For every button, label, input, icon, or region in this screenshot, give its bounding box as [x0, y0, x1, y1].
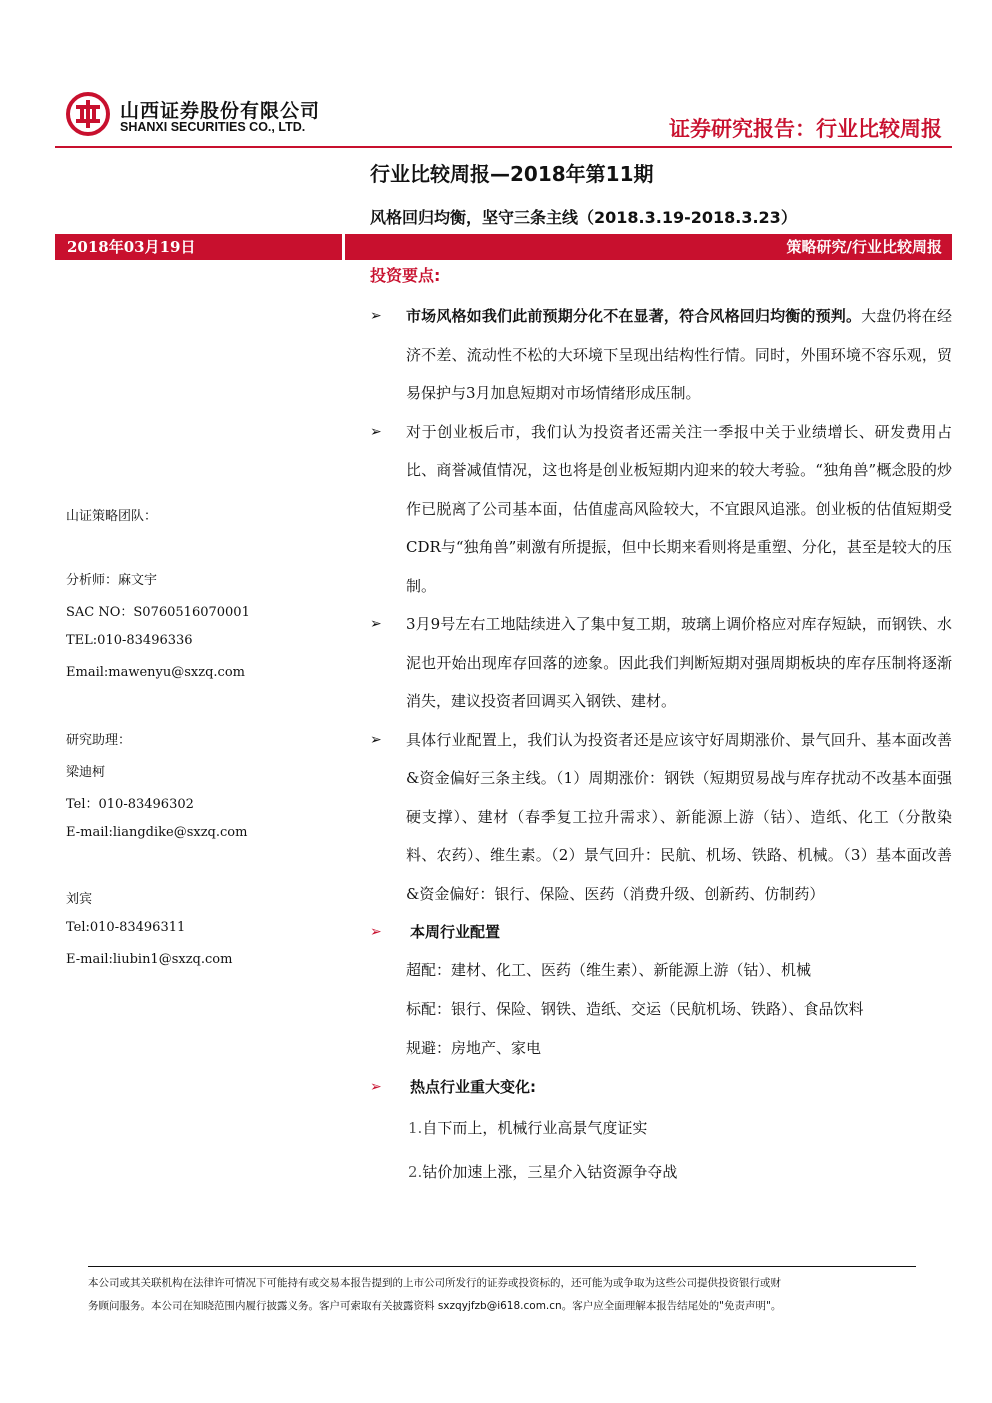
section-title: 投资要点:: [370, 266, 441, 285]
arrow-bullet-icon: ➢: [370, 308, 382, 324]
arrow-bullet-icon: ➢: [370, 423, 382, 440]
assistant2-tel: Tel:010-83496311: [66, 920, 186, 935]
report-category: 策略研究/行业比较周报: [345, 234, 952, 260]
assistant1-email: E-mail:liangdike@sxzq.com: [66, 825, 248, 840]
bullet-item: [370, 297, 952, 413]
analyst-sac: SAC NO：S0760516070001: [66, 605, 250, 620]
bullet-text: 3月9号左右工地陆续进入了集中复工期，玻璃上调价格应对库存短缺，而钢铁、水泥也开始出现库存回落的迹象。因此我们判断短期对强周期板块的库存压制将逐渐消失，建议投资者回调买入钢铁、建材。: [406, 615, 952, 710]
bullet-item: [370, 413, 952, 606]
config-overweight: 超配：建材、化工、医药（维生素）、新能源上游（钴）、机械: [406, 961, 812, 979]
main-content: [370, 262, 952, 1194]
report-date: 2018年03月19日: [55, 234, 342, 260]
config-neutral: 标配：银行、保险、钢铁、造纸、交运（民航机场、铁路）、食品饮料: [406, 1000, 864, 1018]
assistant2-email: E-mail:liubin1@sxzq.com: [66, 952, 233, 967]
report-title: 行业比较周报—2018年第11期: [370, 162, 654, 186]
disclaimer-line: 务顾问服务。本公司在知晓范围内履行披露义务。客户可索取有关披露资料 sxzqyjfzb@i618.com.cn。客户应全面理解本报告结尾处的"免责声明"。: [88, 1300, 782, 1312]
hot-item: 1.自下而上，机械行业高景气度证实: [408, 1119, 648, 1137]
bullet-lead: 市场风格如我们此前预期分化不在显著，符合风格回归均衡的预判。: [406, 307, 862, 325]
hot-title: ➢ 热点行业重大变化:: [370, 1068, 952, 1106]
header-divider: [55, 146, 952, 148]
assistant2-name: 刘宾: [66, 892, 93, 907]
company-name-cn: 山西证券股份有限公司: [120, 100, 321, 122]
footer-divider: [88, 1266, 916, 1267]
team-label: 山证策略团队：: [66, 509, 158, 524]
arrow-bullet-icon: ➢: [370, 924, 382, 940]
bullet-text: 大盘仍将在经济不差、流动性不松的大环境下呈现出结构性行情。同时，外围环境不容乐观，贸易保护与3月加息短期对市场情绪形成压制。: [406, 307, 952, 402]
analyst-tel: TEL:010-83496336: [66, 633, 193, 648]
analyst-name: 分析师：麻文宇: [66, 573, 158, 588]
page-header: [0, 0, 992, 150]
disclaimer-footer: [88, 1272, 916, 1318]
disclaimer-line: 本公司或其关联机构在法律许可情况下可能持有或交易本报告提到的上市公司所发行的证券或投资标的，还可能为或争取为这些公司提供投资银行或财: [88, 1277, 781, 1289]
report-type: 证券研究报告：行业比较周报: [669, 117, 942, 141]
bullet-text: 具体行业配置上，我们认为投资者还是应该守好周期涨价、景气回升、基本面改善&资金偏好三条主线。（1）周期涨价：钢铁（短期贸易战与库存扰动不改基本面强硬支撑）、建材（春季复工拉升需求）、新能源上游（钴）、造纸、化工（分散染料、农药）、维生素。（2）景气回升：民航、机场、铁路、机械。（3）基本面改善&资金偏好：银行、保险、医药（消费升级、创新药、仿制药）: [406, 730, 952, 903]
arrow-bullet-icon: ➢: [370, 616, 382, 632]
assistant-label: 研究助理：: [66, 733, 132, 748]
bullet-text: 对于创业板后市，我们认为投资者还需关注一季报中关于业绩增长、研发费用占比、商誉减值情况，这也将是创业板短期内迎来的较大考验。“独角兽”概念股的炒作已脱离了公司基本面，估值虚高风险较大，不宜跟风追涨。创业板的估值短期受CDR与“独角兽”刺激有所提振，但中长期来看则将是重塑、分化，甚至是较大的压制。: [406, 422, 952, 595]
bullet-item: [370, 605, 952, 721]
assistant1-tel: Tel：010-83496302: [66, 797, 194, 812]
assistant1-name: 梁迪柯: [66, 765, 106, 780]
config-title: ➢ 本周行业配置: [370, 913, 952, 951]
config-avoid: 规避：房地产、家电: [406, 1039, 542, 1057]
bullet-item: [370, 721, 952, 914]
company-name-en: SHANXI SECURITIES CO., LTD.: [120, 120, 306, 134]
shanxi-securities-logo-icon: [66, 92, 110, 136]
arrow-bullet-icon: ➢: [370, 731, 382, 748]
hot-item: 2.钴价加速上涨，三星介入钴资源争夺战: [408, 1163, 678, 1181]
report-subtitle: 风格回归均衡，坚守三条主线（2018.3.19-2018.3.23）: [370, 208, 797, 227]
arrow-bullet-icon: ➢: [370, 1079, 382, 1095]
analyst-email: Email:mawenyu@sxzq.com: [66, 665, 245, 680]
